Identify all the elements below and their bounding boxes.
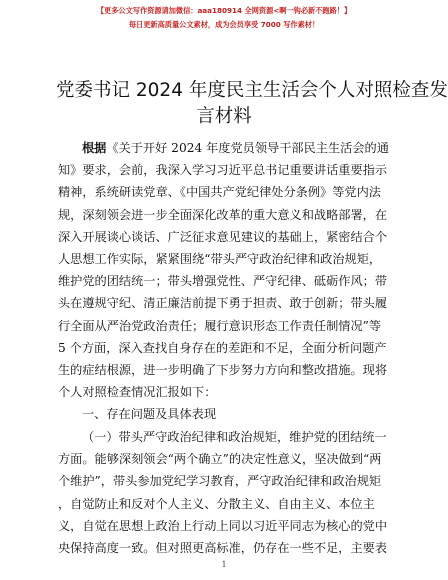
- subsection-line: 义，自觉在思想上政治上行动上同以习近平同志为核心的党中: [58, 518, 388, 533]
- promo-banner-line-1: 【更多公文写作资源请加微信：aaa180914 全网资源<啊一钩必新不跑路！】: [96, 6, 352, 15]
- intro-paragraph: [58, 137, 390, 403]
- subsection-paragraph-1: [58, 426, 390, 559]
- title-line-1: 党委书记 2024 年度民主生活会个人对照检查发: [56, 80, 448, 101]
- subsection-line: 方面。能够深刻领会“两个确立”的决定性意义，坚决做到“两: [58, 452, 382, 467]
- promo-banner-line-2: 每日更新高质量公文素材，成为会员享受 7000 写作素材！: [128, 20, 320, 29]
- intro-line: 规，深刻领会进一步全面深化改革的重大意义和战略部署，在: [58, 207, 388, 222]
- intro-lead: 根据: [82, 141, 107, 155]
- intro-line: 行全面从严治党政治责任；履行意识形态工作责任制情况”等: [58, 318, 382, 333]
- intro-line: 生的症结根源，进一步明确了下步努力方向和整改措施。现将: [58, 363, 388, 378]
- intro-line: 深入开展谈心谈话、广泛征求意见建议的基础上，紧密结合个: [58, 229, 388, 244]
- intro-line-0: [58, 137, 390, 159]
- subsection-line: 个维护”，带头参加党纪学习教育，严守政治纪律和政治规矩: [58, 474, 382, 489]
- document-title: [56, 78, 448, 130]
- intro-line: 头在遵规守纪、清正廉洁前提下勇于担责、敢于创新；带头履: [58, 296, 388, 311]
- page-number: 1: [221, 560, 227, 569]
- subsection-line: （一）带头严守政治纪律和政治规矩，维护党的团结统一: [82, 430, 387, 444]
- intro-line: 5 个方面，深入查找自身存在的差距和不足，全面分析问题产: [58, 340, 387, 355]
- intro-line: 人思想工作实际，紧紧围绕“带头严守政治纪律和政治规矩，: [58, 252, 382, 267]
- intro-doc-name: 《关于开好 2024 年度党员领导干部民主生活会的通: [106, 141, 389, 155]
- intro-line: 知》要求，会前，我深入学习习近平总书记重要讲话重要指示: [58, 163, 388, 178]
- intro-line: 精神，系统研读党章、《中国共产党纪律处分条例》等党内法: [58, 185, 381, 200]
- intro-line: 个人对照检查情况汇报如下：: [58, 385, 217, 400]
- section-heading-1: 一、存在问题及具体表现: [82, 407, 217, 421]
- intro-line: 维护党的团结统一；带头增强党性、严守纪律、砥砺作风；带: [58, 274, 388, 289]
- subsection-line: 央保持高度一致。但对照更高标准，仍存在一些不足，主要表: [58, 541, 388, 556]
- subsection-line: ，自觉防止和反对个人主义、分散主义、自由主义、本位主: [58, 496, 375, 511]
- title-line-2: 言材料: [196, 106, 252, 127]
